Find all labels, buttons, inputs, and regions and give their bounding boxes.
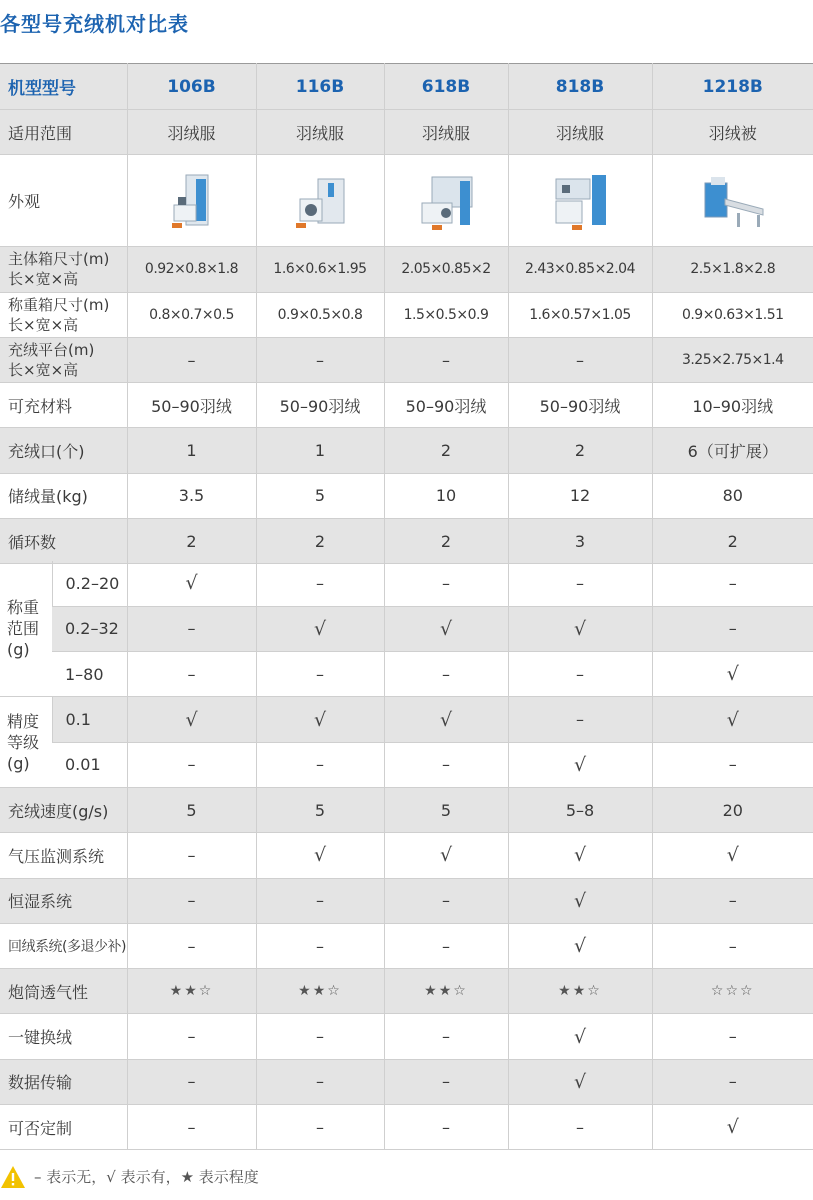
row-label-line: 长×宽×高 [8, 270, 79, 289]
cell: – [256, 652, 384, 697]
row-weigh-box [0, 292, 813, 337]
row-label [0, 337, 127, 382]
cell: 12 [508, 473, 652, 518]
cell: – [127, 1105, 256, 1150]
cell: 0.9×0.5×0.8 [256, 292, 384, 337]
cell: – [127, 1014, 256, 1059]
machine-photo-icon [701, 169, 765, 233]
cell: √ [508, 1059, 652, 1104]
cell: – [652, 561, 813, 606]
machine-image-618b [384, 155, 508, 247]
cell: 1 [127, 428, 256, 473]
row-label-line: 充绒平台(m) [8, 341, 95, 360]
cell: 羽绒服 [127, 110, 256, 155]
cell: √ [384, 606, 508, 651]
row-label: 适用范围 [0, 110, 127, 155]
cell: 10 [384, 473, 508, 518]
cell: 1.6×0.6×1.95 [256, 247, 384, 292]
cell: – [508, 561, 652, 606]
cell: √ [127, 561, 256, 606]
cell: – [384, 1105, 508, 1150]
row-precision-2 [0, 742, 813, 787]
row-label: 可否定制 [0, 1105, 127, 1150]
cell: √ [652, 1105, 813, 1150]
cell: 50–90羽绒 [384, 383, 508, 428]
cell: 6（可扩展） [652, 428, 813, 473]
row-label: 恒湿系统 [0, 878, 127, 923]
row-humidity [0, 878, 813, 923]
row-switch [0, 1014, 813, 1059]
row-label: 充绒速度(g/s) [0, 787, 127, 832]
cell: √ [652, 697, 813, 742]
row-weigh-range-2 [0, 606, 813, 651]
row-label [0, 247, 127, 292]
row-label: 外观 [0, 155, 127, 247]
model-618b: 618B [384, 64, 508, 110]
row-label-line: 主体箱尺寸(m) [8, 250, 110, 269]
cell: 5 [127, 787, 256, 832]
cell: 2 [508, 428, 652, 473]
cell: 2 [127, 519, 256, 564]
row-main-box [0, 247, 813, 292]
cell: 5 [256, 787, 384, 832]
machine-photo-icon [288, 169, 352, 233]
cell: – [652, 742, 813, 787]
row-material [0, 383, 813, 428]
cell: 0.92×0.8×1.8 [127, 247, 256, 292]
cell: – [127, 878, 256, 923]
legend-footer [0, 1164, 259, 1190]
cell: 2 [384, 519, 508, 564]
cell: – [508, 697, 652, 742]
cell: 50–90羽绒 [127, 383, 256, 428]
cell: – [384, 742, 508, 787]
cell: – [127, 652, 256, 697]
cell: 5 [256, 473, 384, 518]
row-label-line: 长×宽×高 [8, 361, 79, 380]
cell: 羽绒服 [384, 110, 508, 155]
machine-photo-icon [414, 169, 478, 233]
cell: – [508, 1105, 652, 1150]
cell: 2 [652, 519, 813, 564]
cell: 1.5×0.5×0.9 [384, 292, 508, 337]
comparison-table-lower [0, 561, 813, 1150]
cell: 2.43×0.85×2.04 [508, 247, 652, 292]
cell: √ [508, 833, 652, 878]
cell: 1.6×0.57×1.05 [508, 292, 652, 337]
cell: √ [256, 697, 384, 742]
group-label-weigh-range: 称重 范围 (g) [0, 561, 52, 697]
cell: – [256, 1059, 384, 1104]
model-818b: 818B [508, 64, 652, 110]
cell: 50–90羽绒 [256, 383, 384, 428]
cell: – [127, 833, 256, 878]
cell: √ [384, 833, 508, 878]
cell: – [127, 923, 256, 968]
cell: 2 [384, 428, 508, 473]
cell: – [508, 652, 652, 697]
cell: – [256, 1105, 384, 1150]
row-speed [0, 787, 813, 832]
cell: 50–90羽绒 [508, 383, 652, 428]
header-row [0, 64, 813, 110]
cell: – [384, 561, 508, 606]
cell: – [508, 337, 652, 382]
cell: 2.5×1.8×2.8 [652, 247, 813, 292]
cell: 3 [508, 519, 652, 564]
warning-icon [0, 1165, 26, 1189]
cell: 羽绒服 [508, 110, 652, 155]
cell: √ [127, 697, 256, 742]
cell: – [652, 923, 813, 968]
cell: 20 [652, 787, 813, 832]
rating-stars: ★★☆ [384, 969, 508, 1014]
cell: – [127, 1059, 256, 1104]
group-label-precision: 精度 等级 (g) [0, 697, 52, 788]
cell: – [256, 561, 384, 606]
row-label: 气压监测系统 [0, 833, 127, 878]
row-label: 储绒量(kg) [0, 473, 127, 518]
legend-text: – 表示无，√ 表示有，★ 表示程度 [34, 1168, 259, 1186]
cell: √ [652, 833, 813, 878]
cell: 1 [256, 428, 384, 473]
cell: – [127, 742, 256, 787]
cell: – [384, 652, 508, 697]
cell: 3.25×2.75×1.4 [652, 337, 813, 382]
cell: – [256, 742, 384, 787]
cell: – [256, 1014, 384, 1059]
comparison-table [0, 63, 813, 564]
cell: – [256, 878, 384, 923]
cell: √ [652, 652, 813, 697]
row-label: 回绒系统(多退少补) [0, 923, 127, 968]
rating-stars: ★★☆ [508, 969, 652, 1014]
row-label: 炮筒透气性 [0, 969, 127, 1014]
cell: – [256, 337, 384, 382]
rating-stars: ★★☆ [127, 969, 256, 1014]
row-platform [0, 337, 813, 382]
row-label: 充绒口(个) [0, 428, 127, 473]
row-label: 可充材料 [0, 383, 127, 428]
row-label [0, 292, 127, 337]
cell: – [127, 606, 256, 651]
rating-stars: ☆☆☆ [652, 969, 813, 1014]
cell: √ [508, 742, 652, 787]
cell: 5 [384, 787, 508, 832]
header-label: 机型型号 [0, 64, 127, 110]
row-label: 循环数 [0, 519, 127, 564]
cell: – [652, 606, 813, 651]
row-storage [0, 473, 813, 518]
cell: – [652, 1059, 813, 1104]
row-weigh-range-1 [0, 561, 813, 606]
model-1218b: 1218B [652, 64, 813, 110]
model-116b: 116B [256, 64, 384, 110]
cell: – [652, 878, 813, 923]
row-label: 一键换绒 [0, 1014, 127, 1059]
row-precision-1 [0, 697, 813, 742]
machine-image-1218b [652, 155, 813, 247]
sub-label: 0.2–32 [52, 606, 127, 651]
cell: 5–8 [508, 787, 652, 832]
row-pressure [0, 833, 813, 878]
cell: 0.8×0.7×0.5 [127, 292, 256, 337]
cell: 3.5 [127, 473, 256, 518]
row-custom [0, 1105, 813, 1150]
row-label: 数据传输 [0, 1059, 127, 1104]
sub-label: 0.01 [52, 742, 127, 787]
cell: – [384, 1014, 508, 1059]
row-label-line: 称重箱尺寸(m) [8, 295, 110, 314]
cell: √ [256, 606, 384, 651]
machine-image-116b [256, 155, 384, 247]
row-weigh-range-3 [0, 652, 813, 697]
row-permeability [0, 969, 813, 1014]
row-scope [0, 110, 813, 155]
row-label-line: 长×宽×高 [8, 315, 79, 334]
cell: √ [256, 833, 384, 878]
sub-label: 0.2–20 [52, 561, 127, 606]
cell: 0.9×0.63×1.51 [652, 292, 813, 337]
row-cycles [0, 519, 813, 564]
page-title: 各型号充绒机对比表 [0, 12, 189, 36]
machine-photo-icon [160, 169, 224, 233]
cell: 羽绒服 [256, 110, 384, 155]
cell: 2 [256, 519, 384, 564]
cell: – [127, 337, 256, 382]
row-data [0, 1059, 813, 1104]
model-106b: 106B [127, 64, 256, 110]
row-return [0, 923, 813, 968]
cell: – [384, 337, 508, 382]
cell: 2.05×0.85×2 [384, 247, 508, 292]
cell: 10–90羽绒 [652, 383, 813, 428]
cell: 羽绒被 [652, 110, 813, 155]
machine-image-818b [508, 155, 652, 247]
cell: √ [508, 878, 652, 923]
cell: – [256, 923, 384, 968]
machine-photo-icon [548, 169, 612, 233]
cell: – [384, 878, 508, 923]
row-appearance [0, 155, 813, 247]
cell: √ [508, 923, 652, 968]
rating-stars: ★★☆ [256, 969, 384, 1014]
cell: – [652, 1014, 813, 1059]
sub-label: 1–80 [52, 652, 127, 697]
machine-image-106b [127, 155, 256, 247]
cell: – [384, 923, 508, 968]
cell: – [384, 1059, 508, 1104]
cell: √ [508, 606, 652, 651]
cell: 80 [652, 473, 813, 518]
sub-label: 0.1 [52, 697, 127, 742]
cell: √ [508, 1014, 652, 1059]
row-ports [0, 428, 813, 473]
cell: √ [384, 697, 508, 742]
